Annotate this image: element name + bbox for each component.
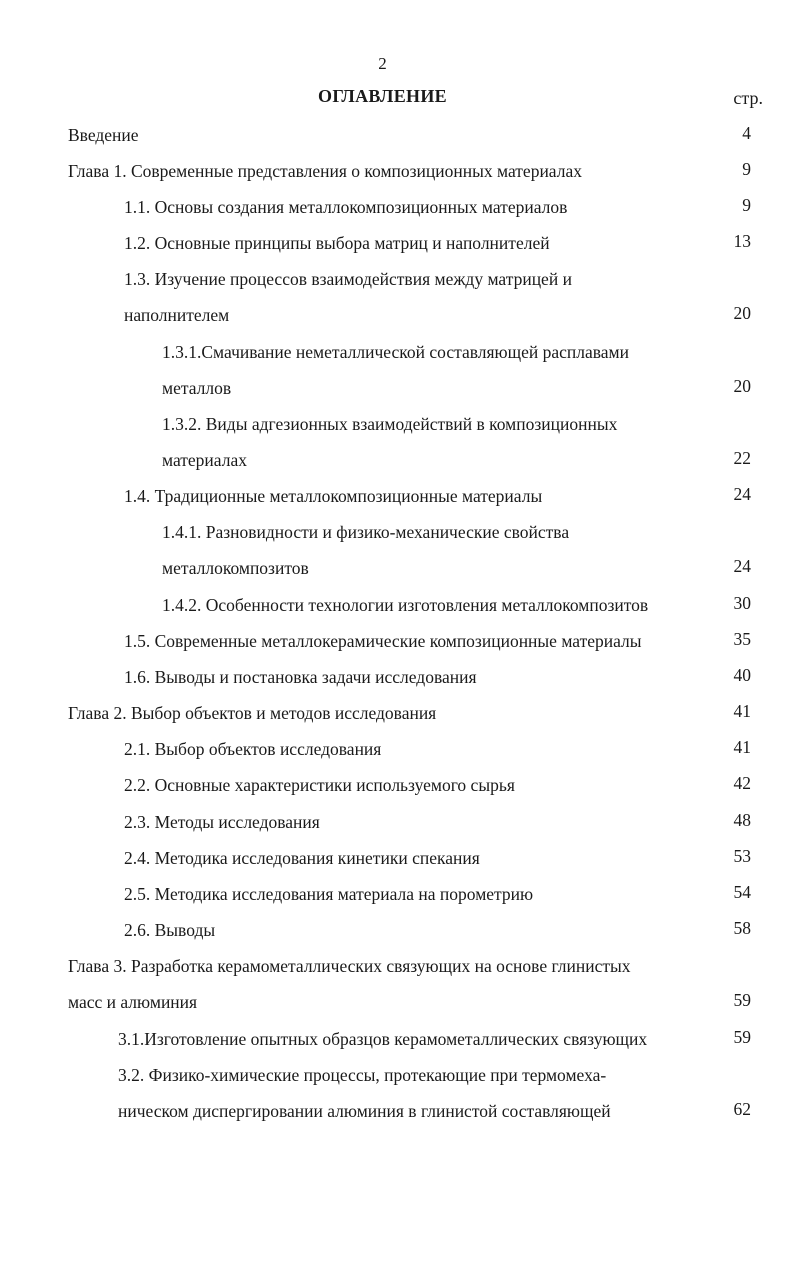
toc-entry-page: 9 xyxy=(742,159,751,179)
toc-entry-page: 24 xyxy=(733,556,751,576)
toc-entry-page: 4 xyxy=(742,123,751,143)
toc-entry-text-cont: металлов xyxy=(162,378,232,398)
toc-entry-text-cont: ническом диспергировании алюминия в глинистой составляющей xyxy=(118,1101,611,1121)
toc-entry-page: 22 xyxy=(733,448,751,468)
toc-entry-text: 2.3. Методы исследования xyxy=(124,812,320,832)
toc-entry-page: 24 xyxy=(733,484,751,504)
toc-entry-page: 20 xyxy=(733,376,751,396)
toc-entry-text: 3.1.Изготовление опытных образцов керамометаллических связующих xyxy=(118,1029,648,1049)
toc-entry-text: 1.1. Основы создания металлокомпозиционных материалов xyxy=(124,197,568,217)
toc-entry-page: 54 xyxy=(733,882,751,902)
toc-entry-page: 13 xyxy=(733,231,751,251)
toc-entry-page: 41 xyxy=(733,737,751,757)
toc-entry-text: 2.5. Методика исследования материала на порометрию xyxy=(124,884,534,904)
toc-entry-text-cont: наполнителем xyxy=(124,305,230,325)
page-number: 2 xyxy=(378,54,387,73)
toc-entry-text-cont: металлокомпозитов xyxy=(162,558,309,578)
toc-title: ОГЛАВЛЕНИЕ xyxy=(318,86,447,106)
toc-entry-page: 9 xyxy=(742,195,751,215)
toc-entry-page: 40 xyxy=(733,665,751,685)
toc-entry-page: 35 xyxy=(733,629,751,649)
toc-entry-text: Введение xyxy=(68,125,139,145)
toc-entry-text: 2.6. Выводы xyxy=(124,920,216,940)
toc-entry-text-cont: материалах xyxy=(162,450,247,470)
toc-entry-text: 3.2. Физико-химические процессы, протекающие при термомеха- xyxy=(118,1065,607,1085)
toc-entry-page: 42 xyxy=(733,773,751,793)
toc-entry-text-cont: масс и алюминия xyxy=(68,992,198,1012)
toc-entry-page: 59 xyxy=(733,990,751,1010)
toc-entry-text: 1.5. Современные металлокерамические композиционные материалы xyxy=(124,631,642,651)
toc-entry-text: 1.6. Выводы и постановка задачи исследования xyxy=(124,667,477,687)
toc-entry-text: 2.4. Методика исследования кинетики спекания xyxy=(124,848,480,868)
toc-entry-page: 20 xyxy=(733,303,751,323)
toc-entry-text: Глава 3. Разработка керамометаллических связующих на основе глинистых xyxy=(68,956,631,976)
page-column-label: стр. xyxy=(733,88,763,108)
toc-entry-text: 1.3. Изучение процессов взаимодействия между матрицей и xyxy=(124,269,572,289)
toc-entry-text: Глава 1. Современные представления о композиционных материалах xyxy=(68,161,582,181)
toc-entry-text: 2.2. Основные характеристики используемого сырья xyxy=(124,775,515,795)
toc-entry-text: 2.1. Выбор объектов исследования xyxy=(124,739,382,759)
toc-entry-text: 1.3.2. Виды адгезионных взаимодействий в композиционных xyxy=(162,414,618,434)
toc-entry-page: 58 xyxy=(733,918,751,938)
toc-entry-page: 30 xyxy=(733,593,751,613)
toc-entry-page: 41 xyxy=(733,701,751,721)
toc-entry-page: 62 xyxy=(733,1099,751,1119)
toc-entry-text: 1.2. Основные принципы выбора матриц и наполнителей xyxy=(124,233,550,253)
toc-entry-text: 1.3.1.Смачивание неметаллической составляющей расплавами xyxy=(162,342,629,362)
toc-entry-page: 48 xyxy=(733,810,751,830)
toc-entry-text: 1.4. Традиционные металлокомпозиционные материалы xyxy=(124,486,543,506)
toc-entry-page: 59 xyxy=(733,1027,751,1047)
toc-entry-page: 53 xyxy=(733,846,751,866)
toc-entry-text: 1.4.2. Особенности технологии изготовления металлокомпозитов xyxy=(162,595,649,615)
toc-entry-text: 1.4.1. Разновидности и физико-механические свойства xyxy=(162,522,570,542)
toc-entry-text: Глава 2. Выбор объектов и методов исследования xyxy=(68,703,437,723)
